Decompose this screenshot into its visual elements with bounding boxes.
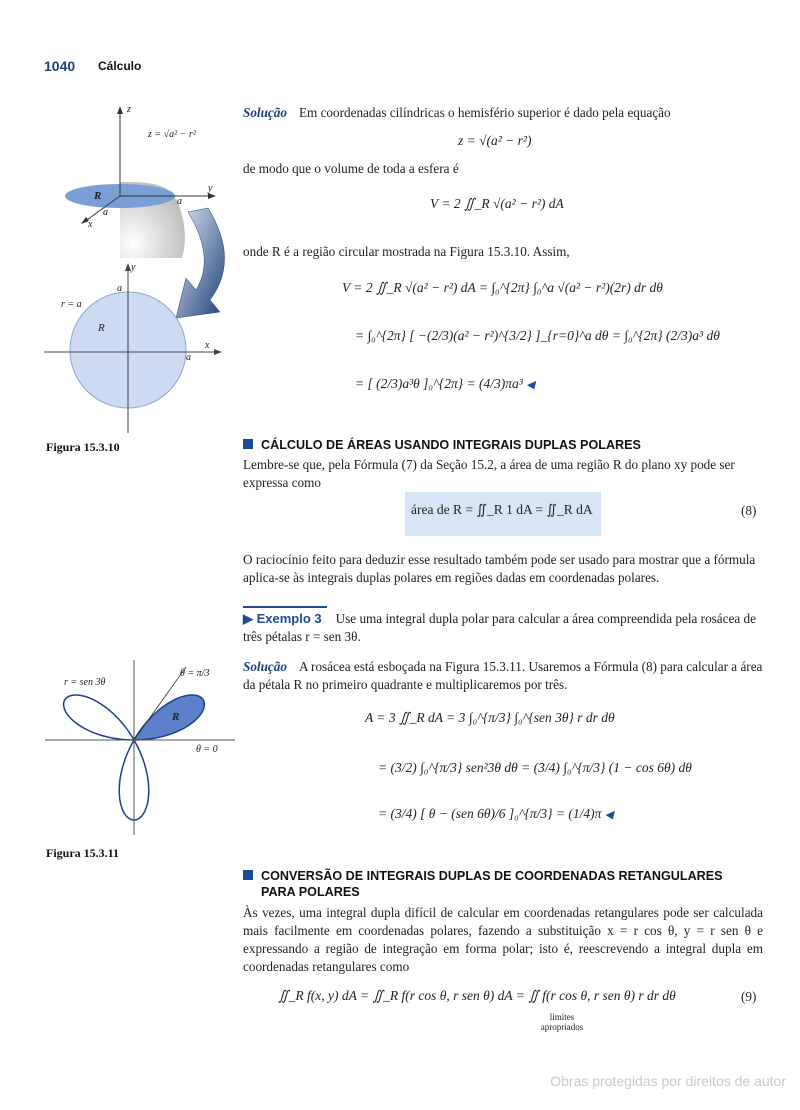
label-2d-a-right: a bbox=[186, 352, 191, 363]
equation-volume-line1: V = 2 ∬_R √(a² − r²) dA = ∫₀^{2π} ∫₀^a √(a² − r²)(2r) dr dθ bbox=[342, 280, 663, 295]
section1-text2: O raciocínio feito para deduzir esse resultado também pode ser usado para mostrar que a fórmula aplica-se às integrais duplas polares em regiões dadas em coordenadas polares. bbox=[243, 552, 756, 585]
formula-8-box bbox=[405, 492, 601, 536]
label-z: z bbox=[127, 104, 131, 115]
label-a-x: a bbox=[103, 207, 108, 218]
petal-left bbox=[64, 695, 134, 740]
section2-text: Às vezes, uma integral dupla difícil de calcular em coordenadas retangulares pode ser calculada mais facilmente em coordenadas polares, fazendo a substituição x = r cos θ, y = r sen θ e expressando a região de integração em forma polar; isto é, reescrevendo a integral dupla em coordenadas retangulares como bbox=[243, 905, 763, 974]
end-of-solution-icon: ◀ bbox=[604, 809, 614, 821]
example3: ▶ Exemplo 3 Use uma integral dupla polar para calcular a área compreendida pela rosácea de três pétalas r = sen 3θ. bbox=[243, 611, 756, 644]
formula-8: área de R = ∬_R 1 dA = ∬_R dA bbox=[411, 502, 593, 517]
z-axis-arrow-icon bbox=[117, 106, 123, 114]
label-theta-pi3: θ = π/3 bbox=[180, 668, 210, 679]
label-surface: z = √a² − r² bbox=[148, 129, 196, 140]
figure-caption-15-3-11: Figura 15.3.11 bbox=[46, 846, 120, 860]
figure-caption-15-3-10: Figura 15.3.10 bbox=[46, 440, 120, 454]
label-a-y: a bbox=[177, 196, 182, 207]
label-theta0: θ = 0 bbox=[196, 744, 218, 755]
2d-x-arrow-icon bbox=[214, 349, 222, 355]
example-rule bbox=[243, 606, 327, 608]
watermark: Obras protegidas por direitos de autor bbox=[550, 1073, 786, 1089]
equation-volume-line2: = ∫₀^{2π} [ −(2/3)(a² − r²)^{3/2} ]_{r=0}^a dθ = ∫₀^{2π} (2/3)a³ dθ bbox=[355, 328, 720, 343]
label-R-3d: R bbox=[94, 190, 102, 202]
area-line2: = (3/2) ∫₀^{π/3} sen²3θ dθ = (3/4) ∫₀^{π/3} (1 − cos 6θ) dθ bbox=[378, 760, 692, 775]
section-heading-areas: CÁLCULO DE ÁREAS USANDO INTEGRAIS DUPLAS POLARES bbox=[243, 437, 641, 453]
book-title: Cálculo bbox=[98, 59, 142, 73]
label-2d-a-top: a bbox=[117, 283, 122, 294]
figure-15-3-10 bbox=[40, 100, 240, 440]
label-x: x bbox=[88, 219, 93, 230]
end-of-solution-icon: ◀ bbox=[526, 379, 535, 391]
equation-volume-line3: = [ (2/3)a³θ ]₀^{2π} = (4/3)πa³ ◀ bbox=[355, 376, 535, 391]
solution1-text2: de modo que o volume de toda a esfera é bbox=[243, 161, 459, 176]
section-square-icon bbox=[243, 439, 253, 449]
page-number: 1040 bbox=[44, 58, 76, 74]
section-square-icon bbox=[243, 870, 253, 880]
formula-9: ∬_R f(x, y) dA = ∬_R f(r cos θ, r sen θ) dA = ∬ f(r cos θ, r sen θ) r dr dθ bbox=[278, 988, 676, 1003]
equation-volume: V = 2 ∬_R √(a² − r²) dA bbox=[430, 196, 564, 211]
formula-9-number: (9) bbox=[741, 989, 757, 1004]
area-line3: = (3/4) [ θ − (sen 6θ)/6 ]₀^{π/3} = (1/4)π ◀ bbox=[378, 806, 614, 821]
equation-z: z = √(a² − r²) bbox=[458, 133, 532, 148]
formula-9-limits: limites apropriados bbox=[540, 1012, 584, 1032]
section-heading-conversion: CONVERSÃO DE INTEGRAIS DUPLAS DE COORDENADAS RETANGULARES PARA POLARES bbox=[243, 868, 723, 900]
formula-8-number: (8) bbox=[741, 503, 757, 518]
solution2-intro: Solução A rosácea está esboçada na Figura 15.3.11. Usaremos a Fórmula (8) para calcular a área da pétala R no primeiro quadrante e multiplicaremos por três. bbox=[243, 659, 763, 692]
solution-label: Solução bbox=[243, 659, 287, 674]
label-circle-eq: r = a bbox=[61, 299, 82, 310]
label-rose-R: R bbox=[172, 711, 180, 723]
solution-label: Solução bbox=[243, 105, 287, 120]
section1-text1: Lembre-se que, pela Fórmula (7) da Seção 15.2, a área de uma região R do plano xy pode ser expressa como bbox=[243, 457, 735, 490]
label-rose-eq: r = sen 3θ bbox=[64, 677, 106, 688]
area-line1: A = 3 ∬_R dA = 3 ∫₀^{π/3} ∫₀^{sen 3θ} r dr dθ bbox=[365, 710, 615, 725]
solution1-intro: Solução Em coordenadas cilíndricas o hemisfério superior é dado pela equação bbox=[243, 105, 671, 120]
label-2d-R: R bbox=[98, 322, 105, 334]
petal-R bbox=[134, 695, 204, 740]
label-2d-x: x bbox=[205, 340, 210, 351]
solution1-text3: onde R é a região circular mostrada na Figura 15.3.10. Assim, bbox=[243, 244, 570, 259]
label-2d-y: y bbox=[131, 262, 136, 273]
label-y: y bbox=[208, 183, 213, 194]
example-label: ▶ Exemplo 3 bbox=[243, 611, 322, 626]
